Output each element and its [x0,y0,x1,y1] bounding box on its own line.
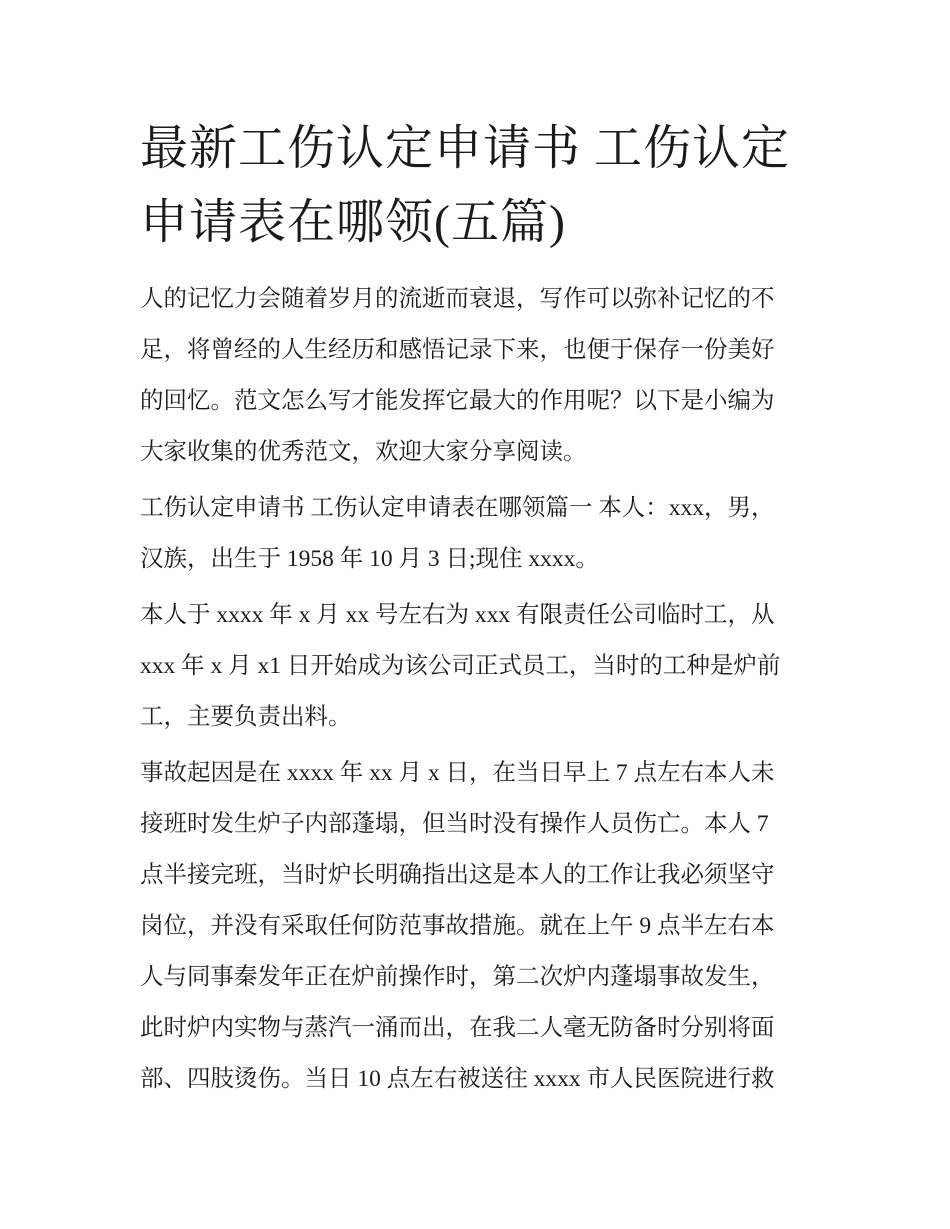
paragraph-line: 人的记忆力会随着岁月的流逝而衰退，写作可以弥补记忆的不 [140,286,775,312]
paragraph-line: 此时炉内实物与蒸汽一涌而出，在我二人毫无防备时分别将面 [140,1015,775,1041]
paragraph-line: 工伤认定申请书 工伤认定申请表在哪领篇一 本人：xxx，男， [140,495,775,521]
title-line: 最新工伤认定申请书 工伤认定 [140,122,791,175]
document-content [140,112,820,1110]
paragraph-line: 的回忆。范文怎么写才能发挥它最大的作用呢？以下是小编为 [140,388,775,414]
paragraph-line: 岗位，并没有采取任何防范事故措施。就在上午 9 点半左右本 [140,913,775,939]
paragraph-line: 汉族，出生于 1958 年 10 月 3 日;现住 xxxx。 [140,546,599,572]
paragraph-line: 接班时发生炉子内部蓬塌，但当时没有操作人员伤亡。本人 7 [140,811,769,837]
paragraph-line: 人与同事秦发年正在炉前操作时，第二次炉内蓬塌事故发生， [140,964,775,990]
paragraph-accident [140,748,820,1105]
paragraph-line: 大家收集的优秀范文，欢迎大家分享阅读。 [140,439,587,465]
paragraph-line: 工，主要负责出料。 [140,704,352,730]
paragraph-employment [140,590,820,743]
paragraph-line: 本人于 xxxx 年 x 月 xx 号左右为 xxx 有限责任公司临时工，从 [140,602,775,628]
paragraph-line: 点半接完班，当时炉长明确指出这是本人的工作让我必须坚守 [140,862,775,888]
document-title [140,112,820,260]
paragraph-line: 部、四肢烫伤。当日 10 点左右被送往 xxxx 市人民医院进行救 [140,1066,775,1092]
paragraph-line: 事故起因是在 xxxx 年 xx 月 x 日，在当日早上 7 点左右本人未 [140,760,775,786]
paragraph-applicant [140,483,820,585]
paragraph-line: xxx 年 x 月 x1 日开始成为该公司正式员工，当时的工种是炉前 [140,653,781,679]
paragraph-intro [140,274,820,478]
title-line: 申请表在哪领(五篇) [140,196,566,249]
document-body [140,274,820,1105]
paragraph-line: 足，将曾经的人生经历和感悟记录下来，也便于保存一份美好 [140,337,775,363]
